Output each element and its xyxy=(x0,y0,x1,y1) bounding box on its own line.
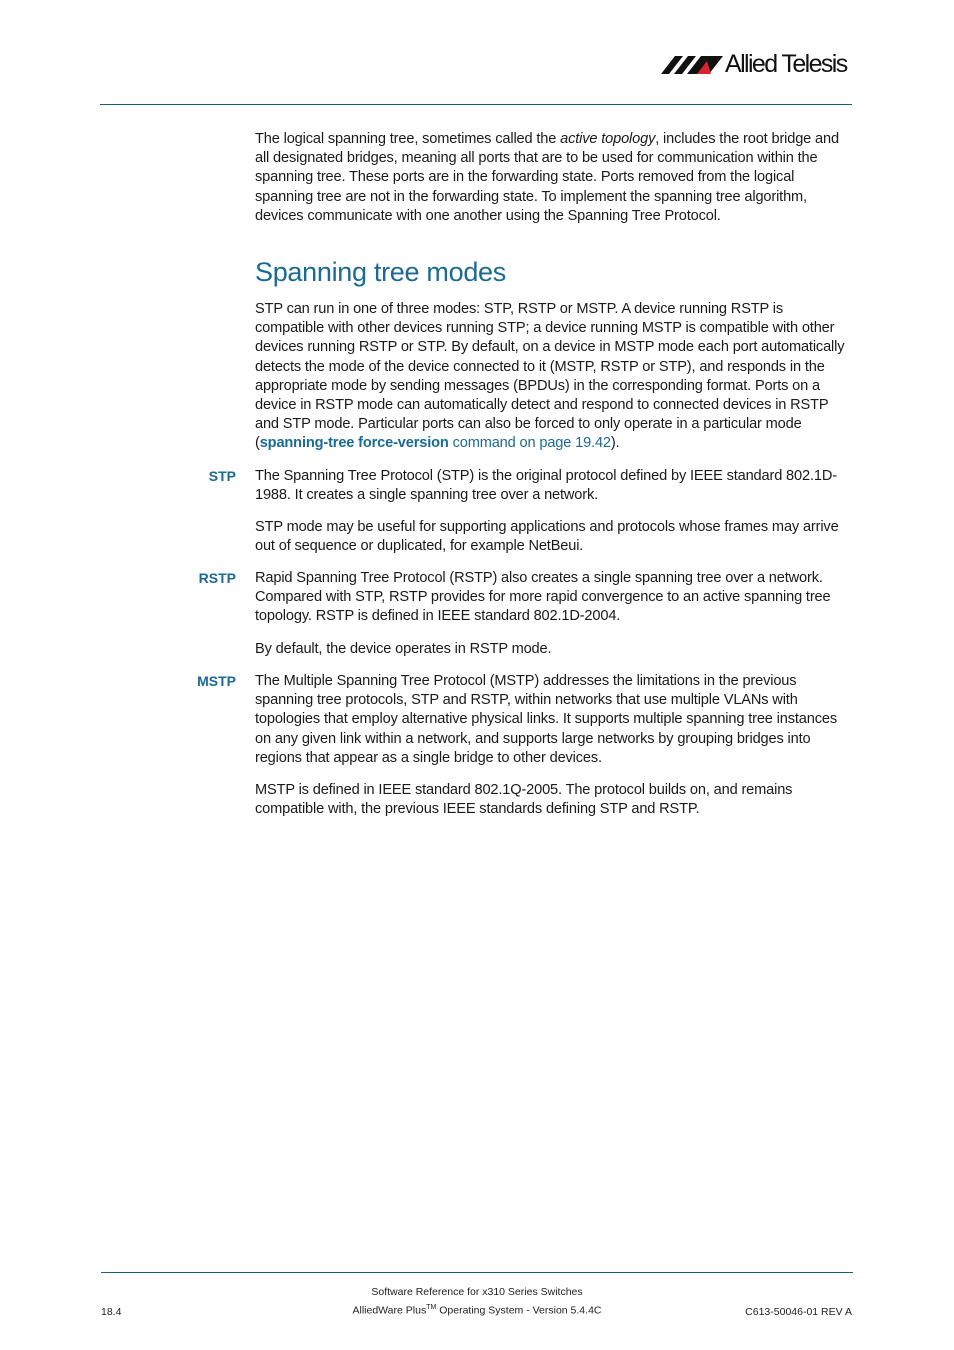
section-paragraph: STP can run in one of three modes: STP, RSTP or MSTP. A device running RSTP is compatible with other devices running STP; a device running MSTP is compatible with other devices running RSTP or STP. By default, on a device in MSTP mode each port automatically detects the mode of the device connected to it (MSTP, RSTP or STP), and responds in the appropriate mode by sending messages (BPDUs) in the corresponding format. Ports on a device in RSTP mode can automatically detect and respond to connected devices in RSTP and STP mode. Particular ports can also be forced to only operate in a particular mode (spanning-tree force-version command on page 19.42). xyxy=(255,301,845,452)
page-reference-link[interactable]: command on page 19.42 xyxy=(448,435,611,452)
logo-text: Allied Telesis xyxy=(725,50,847,78)
command-link[interactable]: spanning-tree force-version xyxy=(259,435,449,452)
emphasis-term: active topology xyxy=(560,131,656,147)
logo-mark-icon xyxy=(661,56,723,74)
footer-title: Software Reference for x310 Series Switches xyxy=(371,1286,583,1298)
page-number: 18.4 xyxy=(101,1306,122,1318)
stp-paragraph-1: The Spanning Tree Protocol (STP) is the original protocol defined by IEEE standard 802.1D-1988. It creates a single spanning tree over a network. xyxy=(255,468,837,504)
stp-paragraph-2: STP mode may be useful for supporting applications and protocols whose frames may arrive out of sequence or duplicated, for example NetBeui. xyxy=(255,519,839,555)
rstp-paragraph-1: Rapid Spanning Tree Protocol (RSTP) also creates a single spanning tree over a network. Compared with STP, RSTP provides for more rapid convergence to an active spanning tree topology. RSTP is defined in IEEE standard 802.1D-2004. xyxy=(255,570,831,625)
mode-label-mstp: MSTP xyxy=(197,673,236,689)
intro-paragraph: The logical spanning tree, sometimes called the active topology, includes the root bridge and all designated bridges, meaning all ports that are to be used for communication within the spanning tree. These ports are in the forwarding state. Ports removed from the logical spanning tree are not in the forwarding state. To implement the spanning tree algorithm, devices communicate with one another using the Spanning Tree Protocol. xyxy=(255,131,839,224)
document-id: C613-50046-01 REV A xyxy=(745,1306,852,1318)
mode-label-rstp: RSTP xyxy=(198,570,236,586)
rstp-paragraph-2: By default, the device operates in RSTP mode. xyxy=(255,641,552,657)
mstp-paragraph-2: MSTP is defined in IEEE standard 802.1Q-2005. The protocol builds on, and remains compatible with, the previous IEEE standards defining STP and RSTP. xyxy=(255,782,793,818)
section-title: Spanning tree modes xyxy=(255,257,506,287)
allied-telesis-logo xyxy=(661,50,853,80)
footer-version: AlliedWare Plus™ Operating System - Version 5.4.4C xyxy=(352,1304,602,1317)
mode-label-stp: STP xyxy=(208,468,236,484)
footer-rule xyxy=(101,1272,853,1273)
mstp-paragraph-1: The Multiple Spanning Tree Protocol (MSTP) addresses the limitations in the previous spanning tree protocols, STP and RSTP, within networks that use multiple VLANs with topologies that employ alternative physical links. It supports multiple spanning tree instances on any given link within a network, and supports large networks by grouping bridges into regions that appear as a single bridge to other devices. xyxy=(255,673,837,766)
header-rule xyxy=(100,104,852,105)
